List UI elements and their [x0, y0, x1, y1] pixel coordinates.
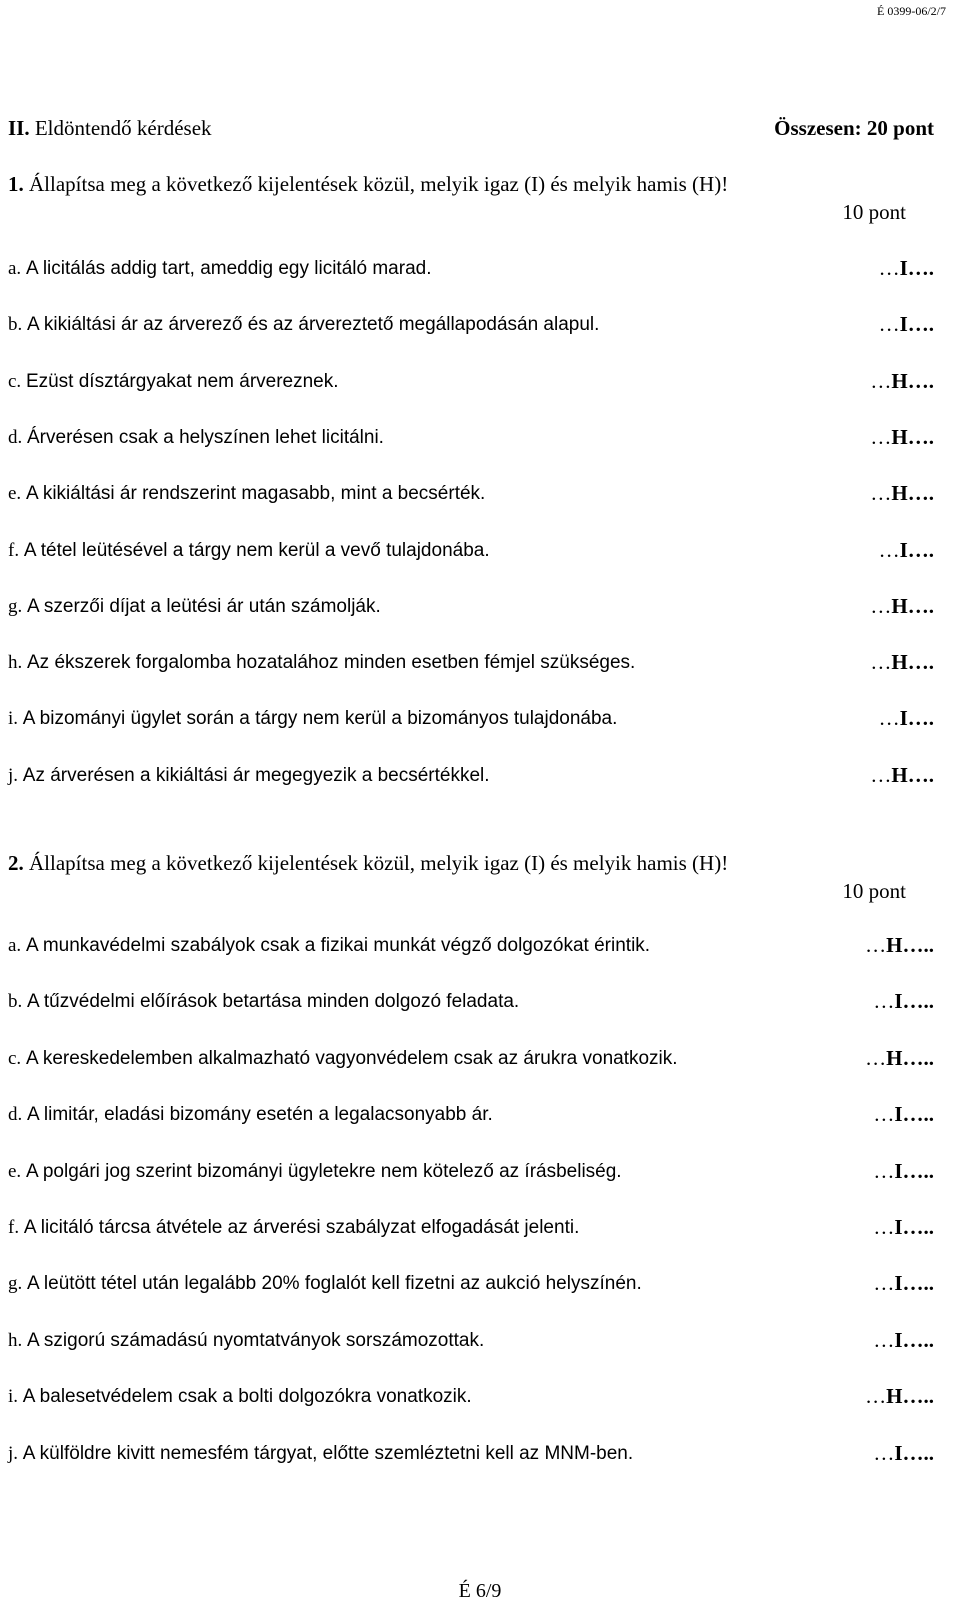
- statement-text: A licitálás addig tart, ameddig egy licitáló marad.: [25, 258, 432, 279]
- statement-label: i.: [8, 1386, 23, 1408]
- answer-letter: H: [891, 368, 908, 393]
- statement-text: A kereskedelemben alkalmazható vagyonvédelem csak az árukra vonatkozik.: [25, 1047, 678, 1069]
- statement-label: c.: [8, 1047, 26, 1069]
- answer-field: [879, 312, 934, 337]
- answer-letter: I: [899, 706, 908, 731]
- statement-text: Árverésen csak a helyszínen lehet licitálni.: [27, 426, 384, 448]
- answer-trail: ….: [907, 368, 934, 393]
- statement-text: A tűzvédelmi előírások betartása minden dolgozó feladata.: [27, 991, 520, 1013]
- answer-letter: H: [891, 481, 908, 506]
- answer-leader: …: [870, 424, 892, 449]
- answer-letter: H: [891, 424, 908, 449]
- answer-leader: …: [870, 481, 892, 506]
- answer-letter: I: [894, 1327, 903, 1352]
- answer-leader: …: [870, 368, 892, 393]
- answer-leader: …: [865, 1384, 887, 1409]
- answer-letter: H: [886, 933, 903, 957]
- answer-trail: ….: [907, 650, 934, 675]
- answer-leader: …: [873, 989, 895, 1014]
- answer-trail: ….: [907, 256, 934, 280]
- statement-row: [8, 991, 519, 1013]
- question-1-heading: [8, 172, 728, 197]
- answer-field: [870, 369, 934, 394]
- question-1-text: Állapítsa meg a következő kijelentések közül, melyik igaz (I) és melyik hamis (H)!: [29, 172, 729, 196]
- statement-row: [8, 540, 490, 562]
- answer-trail: …..: [902, 1102, 934, 1127]
- answer-letter: I: [899, 312, 908, 337]
- answer-field: [879, 706, 934, 731]
- section-total: Összesen: 20 pont: [774, 116, 934, 140]
- statement-label: f.: [8, 1217, 24, 1238]
- answer-leader: …: [873, 1158, 895, 1183]
- statement-row: [8, 483, 485, 505]
- answer-leader: …: [870, 650, 892, 675]
- question-2-points: 10 pont: [842, 879, 906, 903]
- statement-row: [8, 1217, 579, 1239]
- question-1-points: 10 pont: [842, 200, 906, 224]
- statement-row: [8, 1104, 493, 1126]
- answer-trail: ….: [907, 424, 934, 449]
- section-title-text: Eldöntendő kérdések: [34, 116, 212, 140]
- statement-label: c.: [8, 370, 26, 392]
- question-1-number: 1.: [8, 172, 24, 196]
- answer-letter: I: [894, 1158, 903, 1183]
- statement-text: A kikiáltási ár rendszerint magasabb, mint a becsérték.: [25, 483, 486, 505]
- answer-letter: I: [899, 537, 908, 562]
- answer-field: [873, 989, 934, 1014]
- answer-trail: ….: [907, 537, 934, 562]
- answer-leader: …: [873, 1215, 895, 1239]
- statement-text: Ezüst dísztárgyakat nem árvereznek.: [25, 370, 339, 392]
- document-code: É 0399-06/2/7: [877, 4, 946, 18]
- page-footer: É 6/9: [458, 1580, 502, 1602]
- statement-label: b.: [8, 314, 27, 336]
- answer-field: [873, 1159, 934, 1184]
- answer-trail: …..: [902, 933, 934, 957]
- answer-letter: I: [894, 1102, 903, 1127]
- answer-leader: …: [878, 256, 900, 280]
- answer-trail: ….: [907, 593, 934, 618]
- statement-label: j.: [8, 764, 23, 786]
- statement-label: a.: [8, 258, 26, 279]
- answer-trail: …..: [902, 1215, 934, 1239]
- answer-field: [870, 594, 934, 619]
- statement-label: j.: [8, 1442, 23, 1464]
- answer-leader: …: [870, 593, 892, 618]
- answer-leader: …: [865, 933, 887, 957]
- statement-text: A limitár, eladási bizomány esetén a legalacsonyabb ár.: [27, 1104, 493, 1126]
- answer-trail: …..: [902, 1271, 934, 1296]
- answer-field: [879, 256, 934, 281]
- answer-trail: …..: [902, 1384, 934, 1409]
- answer-trail: ….: [907, 706, 934, 731]
- statement-row: [8, 427, 384, 449]
- answer-field: [870, 650, 934, 675]
- answer-leader: …: [873, 1327, 895, 1352]
- answer-trail: ….: [907, 312, 934, 337]
- statement-row: [8, 1386, 472, 1408]
- answer-leader: …: [878, 312, 900, 337]
- statement-text: A balesetvédelem csak a bolti dolgozókra vonatkozik.: [22, 1386, 472, 1408]
- statement-label: d.: [8, 426, 27, 448]
- answer-letter: H: [886, 1384, 903, 1409]
- answer-letter: H: [891, 650, 908, 675]
- answer-trail: …..: [902, 1045, 934, 1070]
- statement-row: [8, 1048, 678, 1070]
- statement-row: [8, 314, 599, 336]
- statement-label: d.: [8, 1104, 27, 1126]
- answer-trail: …..: [902, 989, 934, 1014]
- statement-row: [8, 596, 381, 618]
- answer-field: [870, 425, 934, 450]
- answer-field: [865, 1384, 934, 1409]
- answer-field: [873, 1271, 934, 1296]
- answer-field: [873, 1215, 934, 1240]
- statement-row: [8, 1273, 642, 1295]
- statement-label: h.: [8, 652, 27, 674]
- answer-leader: …: [878, 537, 900, 562]
- statement-label: a.: [8, 935, 26, 956]
- answer-field: [873, 1328, 934, 1353]
- statement-row: [8, 935, 650, 957]
- statement-label: g.: [8, 595, 27, 617]
- answer-letter: I: [894, 1215, 903, 1239]
- statement-text: A licitáló tárcsa átvétele az árverési szabályzat elfogadását jelenti.: [23, 1217, 580, 1238]
- statement-row: [8, 708, 617, 730]
- answer-field: [865, 933, 934, 958]
- statement-row: [8, 371, 339, 393]
- statement-row: [8, 258, 431, 280]
- answer-leader: …: [873, 1102, 895, 1127]
- answer-letter: H: [891, 762, 908, 787]
- statement-label: e.: [8, 483, 26, 505]
- statement-label: e.: [8, 1160, 26, 1182]
- answer-trail: ….: [907, 762, 934, 787]
- answer-leader: …: [870, 762, 892, 787]
- statement-label: h.: [8, 1329, 27, 1351]
- statement-row: [8, 1443, 633, 1465]
- statement-text: A kikiáltási ár az árverező és az árvereztető megállapodásán alapul.: [27, 314, 600, 336]
- statement-row: [8, 1330, 484, 1352]
- question-2-number: 2.: [8, 851, 24, 875]
- answer-trail: ….: [907, 481, 934, 506]
- statement-row: [8, 652, 635, 674]
- question-2-heading: [8, 851, 728, 876]
- statement-label: g.: [8, 1273, 27, 1295]
- answer-letter: I: [894, 1271, 903, 1296]
- statement-label: i.: [8, 708, 23, 730]
- answer-letter: I: [899, 256, 908, 280]
- section-number: II.: [8, 116, 30, 140]
- answer-field: [870, 763, 934, 788]
- answer-letter: I: [894, 1440, 903, 1465]
- statement-text: A bizományi ügylet során a tárgy nem kerül a bizományos tulajdonába.: [22, 708, 618, 730]
- statement-row: [8, 1161, 622, 1183]
- answer-leader: …: [873, 1440, 895, 1465]
- answer-letter: I: [894, 989, 903, 1014]
- statement-row: [8, 765, 490, 787]
- statement-text: A munkavédelmi szabályok csak a fizikai munkát végző dolgozókat érintik.: [25, 935, 651, 956]
- answer-leader: …: [865, 1045, 887, 1070]
- statement-text: A polgári jog szerint bizományi ügyletekre nem kötelező az írásbeliség.: [25, 1160, 622, 1182]
- statement-text: Az árverésen a kikiáltási ár megegyezik a becsértékkel.: [22, 764, 490, 786]
- answer-field: [873, 1102, 934, 1127]
- answer-field: [865, 1046, 934, 1071]
- answer-field: [870, 481, 934, 506]
- statement-text: A szerzői díjat a leütési ár után számolják.: [27, 595, 381, 617]
- answer-trail: …..: [902, 1158, 934, 1183]
- section-title: [8, 116, 212, 141]
- statement-text: A szigorú számadású nyomtatványok sorszámozottak.: [27, 1329, 485, 1351]
- answer-leader: …: [878, 706, 900, 731]
- answer-field: [873, 1441, 934, 1466]
- answer-field: [879, 538, 934, 563]
- statement-label: f.: [8, 539, 24, 561]
- question-2-text: Állapítsa meg a következő kijelentések közül, melyik igaz (I) és melyik hamis (H)!: [29, 851, 729, 875]
- statement-label: b.: [8, 991, 27, 1013]
- answer-trail: …..: [902, 1440, 934, 1465]
- answer-trail: …..: [902, 1327, 934, 1352]
- answer-letter: H: [886, 1045, 903, 1070]
- statement-text: Az ékszerek forgalomba hozatalához minden esetben fémjel szükséges.: [27, 652, 636, 674]
- statement-text: A külföldre kivitt nemesfém tárgyat, előtte szemléztetni kell az MNM-ben.: [22, 1442, 634, 1464]
- answer-letter: H: [891, 593, 908, 618]
- answer-leader: …: [873, 1271, 895, 1296]
- statement-text: A tétel leütésével a tárgy nem kerül a vevő tulajdonába.: [23, 539, 490, 561]
- statement-text: A leütött tétel után legalább 20% foglalót kell fizetni az aukció helyszínén.: [27, 1273, 642, 1295]
